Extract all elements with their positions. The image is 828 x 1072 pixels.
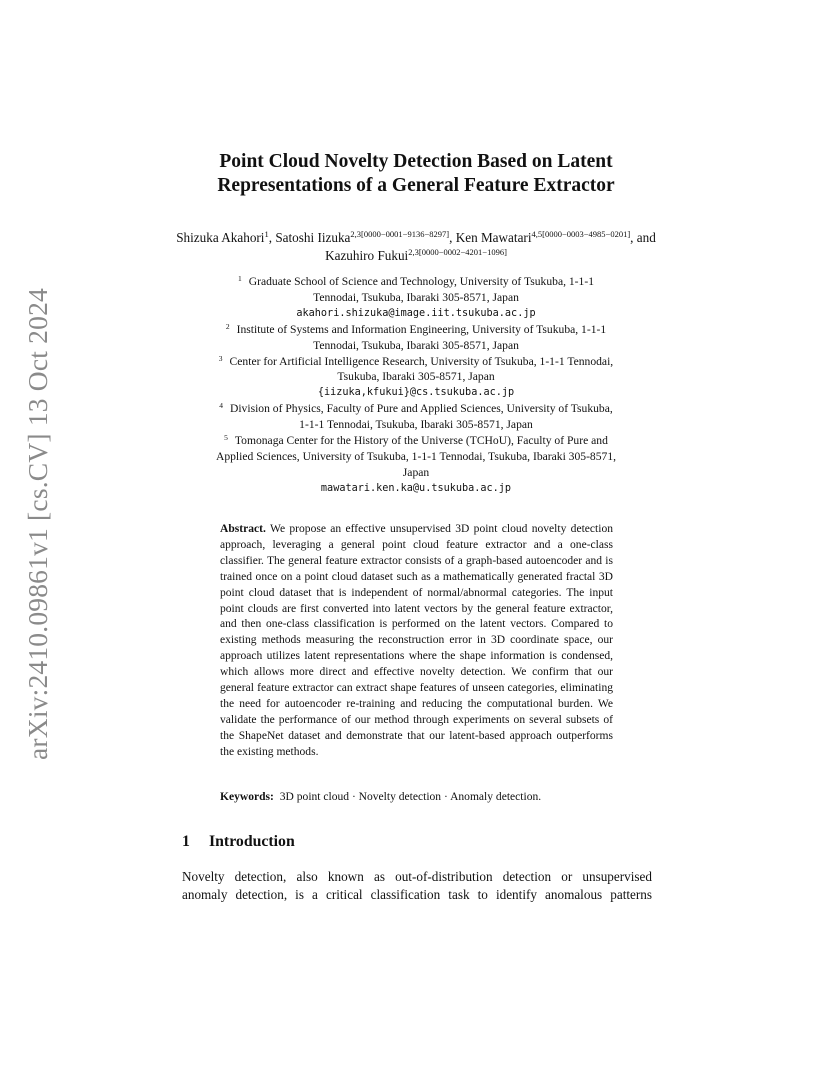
author-affiliation-mark: 2,3[0000−0001−9136−8297]	[350, 229, 450, 239]
affiliation-line: Institute of Systems and Information Engineering, University of Tsukuba, 1-1-1	[236, 322, 607, 336]
affiliation-mark: 4	[219, 401, 223, 411]
affiliation-mark: 2	[225, 321, 230, 331]
affiliation	[178, 354, 654, 402]
arxiv-identifier: arXiv:2410.09861v1 [cs.CV] 13 Oct 2024	[22, 288, 53, 760]
abstract-text: We propose an effective unsupervised 3D point cloud novelty detection approach, leveraging a general point cloud feature extractor and a one-class classifier. The general feature extractor consists of a graph-based autoencoder and is trained once on a point cloud dataset such as a mathematically generated fractal 3D point cloud dataset that is independent of normal/abnormal categories. The input point clouds are first converted into latent vectors by the general feature extractor, and then one-class classification is performed on the latent vectors. Compared to existing methods measuring the reconstruction error in 3D coordinate space, our approach utilizes latent representations where the shape information is condensed, which allows more direct and effective novelty detection. We confirm that our general feature extractor can extract shape features of unseen categories, eliminating the need for autoencoder re-training and reducing the computational burden. We validate the performance of our method through experiments on several subsets of the ShapeNet dataset and demonstrate that our latent-based approach outperforms the existing methods.	[220, 523, 613, 758]
affiliation-line: Tennodai, Tsukuba, Ibaraki 305-8571, Japan	[313, 338, 519, 352]
author-name: Shizuka Akahori	[176, 230, 265, 245]
affiliation-line: 1-1-1 Tennodai, Tsukuba, Ibaraki 305-8571, Japan	[299, 418, 533, 432]
affiliation	[178, 274, 654, 322]
author-separator: ,	[449, 230, 456, 245]
title-line: Representations of a General Feature Extractor	[217, 175, 615, 196]
affiliation-line: Graduate School of Science and Technology, University of Tsukuba, 1-1-1	[248, 275, 594, 288]
affiliation-mark: 5	[224, 433, 228, 443]
paragraph-line: Novelty detection, also known as out-of-distribution detection or unsupervised	[182, 869, 652, 884]
keywords-label: Keywords:	[220, 791, 274, 803]
affiliation-line: Japan	[402, 465, 430, 479]
author-name: Kazuhiro Fukui	[325, 248, 409, 263]
affiliation-line: Center for Artificial Intelligence Research, University of Tsukuba, 1-1-1 Tennodai,	[229, 354, 614, 368]
affiliation-line: Division of Physics, Faculty of Pure and Applied Sciences, University of Tsukuba,	[229, 402, 613, 416]
keywords-text: 3D point cloud · Novelty detection · Anomaly detection.	[279, 791, 542, 803]
abstract-label: Abstract.	[220, 523, 266, 535]
keywords	[220, 790, 620, 806]
affiliation-email: mawatari.ken.ka@u.tsukuba.ac.jp	[320, 482, 512, 494]
author-affiliation-mark: 4,5[0000−0003−4985−0201]	[531, 229, 631, 239]
abstract	[220, 522, 613, 761]
author-name: Satoshi Iizuka	[275, 230, 351, 245]
affiliation-email: {iizuka,kfukui}@cs.tsukuba.ac.jp	[317, 387, 515, 399]
affiliation-line: Applied Sciences, University of Tsukuba, 1-1-1 Tennodai, Tsukuba, Ibaraki 305-8571,	[215, 449, 617, 463]
affiliation-mark: 1	[238, 274, 242, 283]
introduction-paragraph	[182, 868, 652, 904]
author-list	[175, 229, 657, 265]
author-separator: , and	[630, 230, 656, 245]
affiliations	[178, 274, 654, 497]
affiliation-email: akahori.shizuka@image.iit.tsukuba.ac.jp	[296, 307, 536, 319]
section-number: 1	[182, 833, 190, 850]
title-line: Point Cloud Novelty Detection Based on Latent	[219, 151, 613, 172]
paragraph-line: anomaly detection, is a critical classification task to identify anomalous patterns	[182, 887, 652, 902]
author-name: Ken Mawatari	[455, 230, 532, 245]
affiliation-line: Tsukuba, Ibaraki 305-8571, Japan	[337, 370, 495, 384]
section-title: Introduction	[209, 833, 295, 850]
affiliation	[178, 401, 654, 433]
affiliation-mark: 3	[218, 353, 223, 363]
affiliation	[178, 322, 654, 354]
author-separator: ,	[268, 230, 276, 245]
author-affiliation-mark: 2,3[0000−0002−4201−1096]	[408, 247, 507, 257]
affiliation-line: Tennodai, Tsukuba, Ibaraki 305-8571, Japan	[313, 290, 519, 304]
section-heading	[182, 832, 295, 852]
paper-title	[150, 150, 682, 198]
author-affiliation-mark: 1	[264, 229, 269, 239]
affiliation-line: Tomonaga Center for the History of the Universe (TCHoU), Faculty of Pure and	[234, 434, 608, 448]
affiliation	[178, 433, 654, 497]
